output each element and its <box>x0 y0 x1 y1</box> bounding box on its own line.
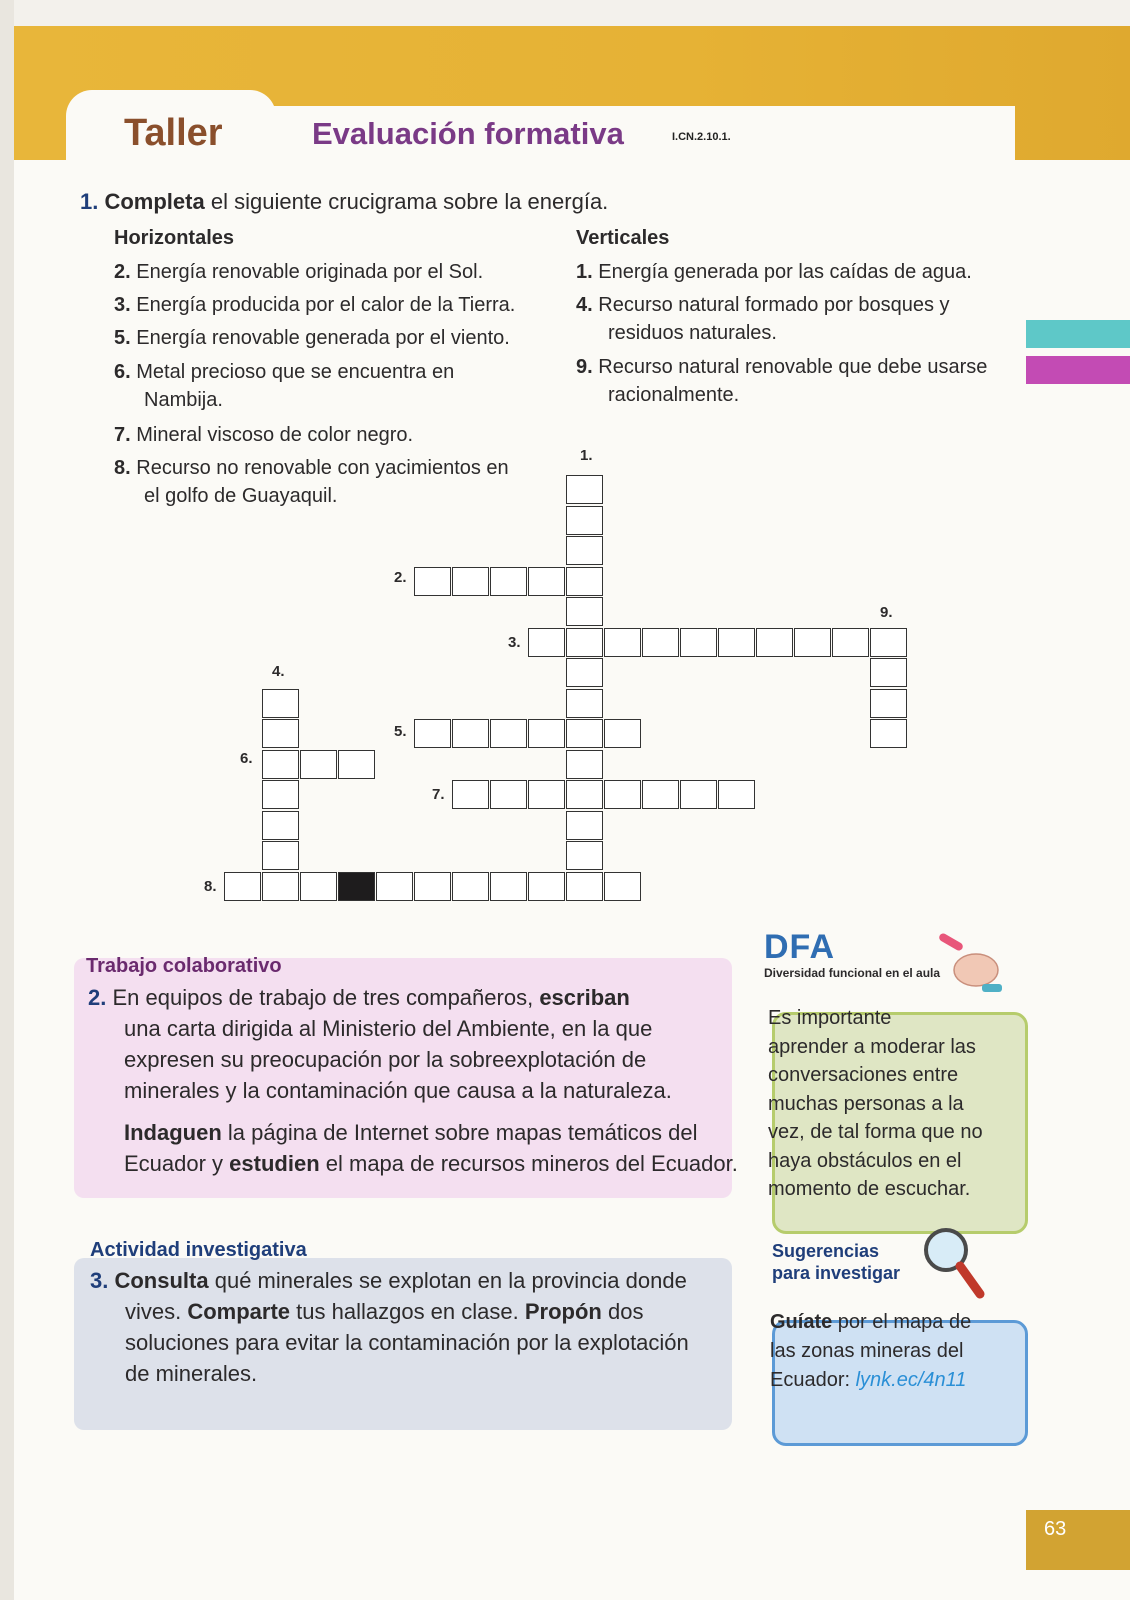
dfa-subtitle: Diversidad funcional en el aula <box>764 966 941 980</box>
collab-line-1: 2. En equipos de trabajo de tres compañeros, escriban <box>88 985 630 1010</box>
hand-pointing-icon <box>936 932 1012 1008</box>
collab-line-6: Ecuador y estudien el mapa de recursos mineros del Ecuador. <box>124 1151 738 1176</box>
clue-v4-cont: residuos naturales. <box>608 322 777 344</box>
collab-line-4: minerales y la contaminación que causa a la naturaleza. <box>124 1078 672 1103</box>
collab-title: Trabajo colaborativo <box>86 955 282 977</box>
code-tab <box>655 106 1015 180</box>
crossword-label: 8. <box>204 877 217 895</box>
indicator-code: I.CN.2.10.1. <box>672 131 731 143</box>
clue-h8: 8. Recurso no renovable con yacimientos en <box>114 457 509 479</box>
sugerencias-title: Sugerencias para investigar <box>772 1241 901 1283</box>
page-binding-edge <box>0 0 14 1600</box>
crossword-label: 4. <box>272 662 285 680</box>
clue-v1: 1. Energía generada por las caídas de agua. <box>576 261 972 283</box>
page-number-tab <box>1026 1510 1130 1570</box>
clue-h7: 7. Mineral viscoso de color negro. <box>114 424 414 446</box>
invest-line-1: 3. Consulta qué minerales se explotan en la provincia donde <box>90 1268 687 1293</box>
question-number: 1. <box>80 189 99 214</box>
clue-h5: 5. Energía renovable generada por el viento. <box>114 327 510 349</box>
crossword-label: 6. <box>240 749 253 767</box>
clue-h6-cont: Nambija. <box>144 389 223 411</box>
crossword-label: 1. <box>580 446 593 464</box>
page-number: 63 <box>1044 1518 1067 1540</box>
magnifier-icon <box>920 1224 990 1304</box>
taller-title: Taller <box>124 112 223 154</box>
clue-v9: 9. Recurso natural renovable que debe usarse <box>576 356 988 378</box>
side-tab-magenta <box>1026 356 1130 384</box>
dfa-title: DFA <box>764 928 835 966</box>
invest-title: Actividad investigativa <box>90 1239 307 1261</box>
collab-line-2: una carta dirigida al Ministerio del Ambiente, en la que <box>124 1016 653 1041</box>
clue-h6: 6. Metal precioso que se encuentra en <box>114 361 455 383</box>
clue-h8-cont: el golfo de Guayaquil. <box>144 485 338 507</box>
collab-line-3: expresen su preocupación por la sobreexplotación de <box>124 1047 647 1072</box>
collab-line-5: Indaguen la página de Internet sobre mapas temáticos del <box>124 1120 698 1145</box>
horizontales-heading: Horizontales <box>114 227 235 249</box>
crossword-label: 2. <box>394 568 407 586</box>
clue-v9-cont: racionalmente. <box>608 384 740 406</box>
invest-line-4: de minerales. <box>125 1361 258 1386</box>
crossword-label: 7. <box>432 786 445 803</box>
question-verb: Completa <box>104 189 205 214</box>
evaluacion-title: Evaluación formativa <box>312 116 624 151</box>
clue-h2: 2. Energía renovable originada por el Sol. <box>114 261 484 283</box>
crossword-label: 9. <box>880 603 893 621</box>
invest-line-2: vives. Comparte tus hallazgos en clase. Propón dos <box>125 1299 644 1324</box>
link-lynk[interactable]: lynk.ec/4n11 <box>855 1369 967 1391</box>
crossword-label: 5. <box>394 723 407 740</box>
crossword-label: 3. <box>508 633 521 651</box>
verticales-heading: Verticales <box>576 227 670 249</box>
sugerencias-text: Guíate por el mapa de las zonas mineras del Ecuador: lynk.ec/4n11 <box>770 1311 972 1391</box>
page-top-edge <box>0 0 1130 26</box>
side-tab-cyan <box>1026 320 1130 348</box>
question-1 <box>80 188 608 216</box>
question-text: el siguiente crucigrama sobre la energía. <box>204 189 609 214</box>
clue-h3: 3. Energía producida por el calor de la Tierra. <box>114 294 516 316</box>
invest-line-3: soluciones para evitar la contaminación por la explotación <box>125 1330 689 1355</box>
dfa-text: Es importante aprender a moderar las conversaciones entre muchas personas a la vez, de tal forma que no haya obstáculos en el momento de escuchar. <box>768 1007 983 1200</box>
clue-v4: 4. Recurso natural formado por bosques y <box>576 294 950 316</box>
